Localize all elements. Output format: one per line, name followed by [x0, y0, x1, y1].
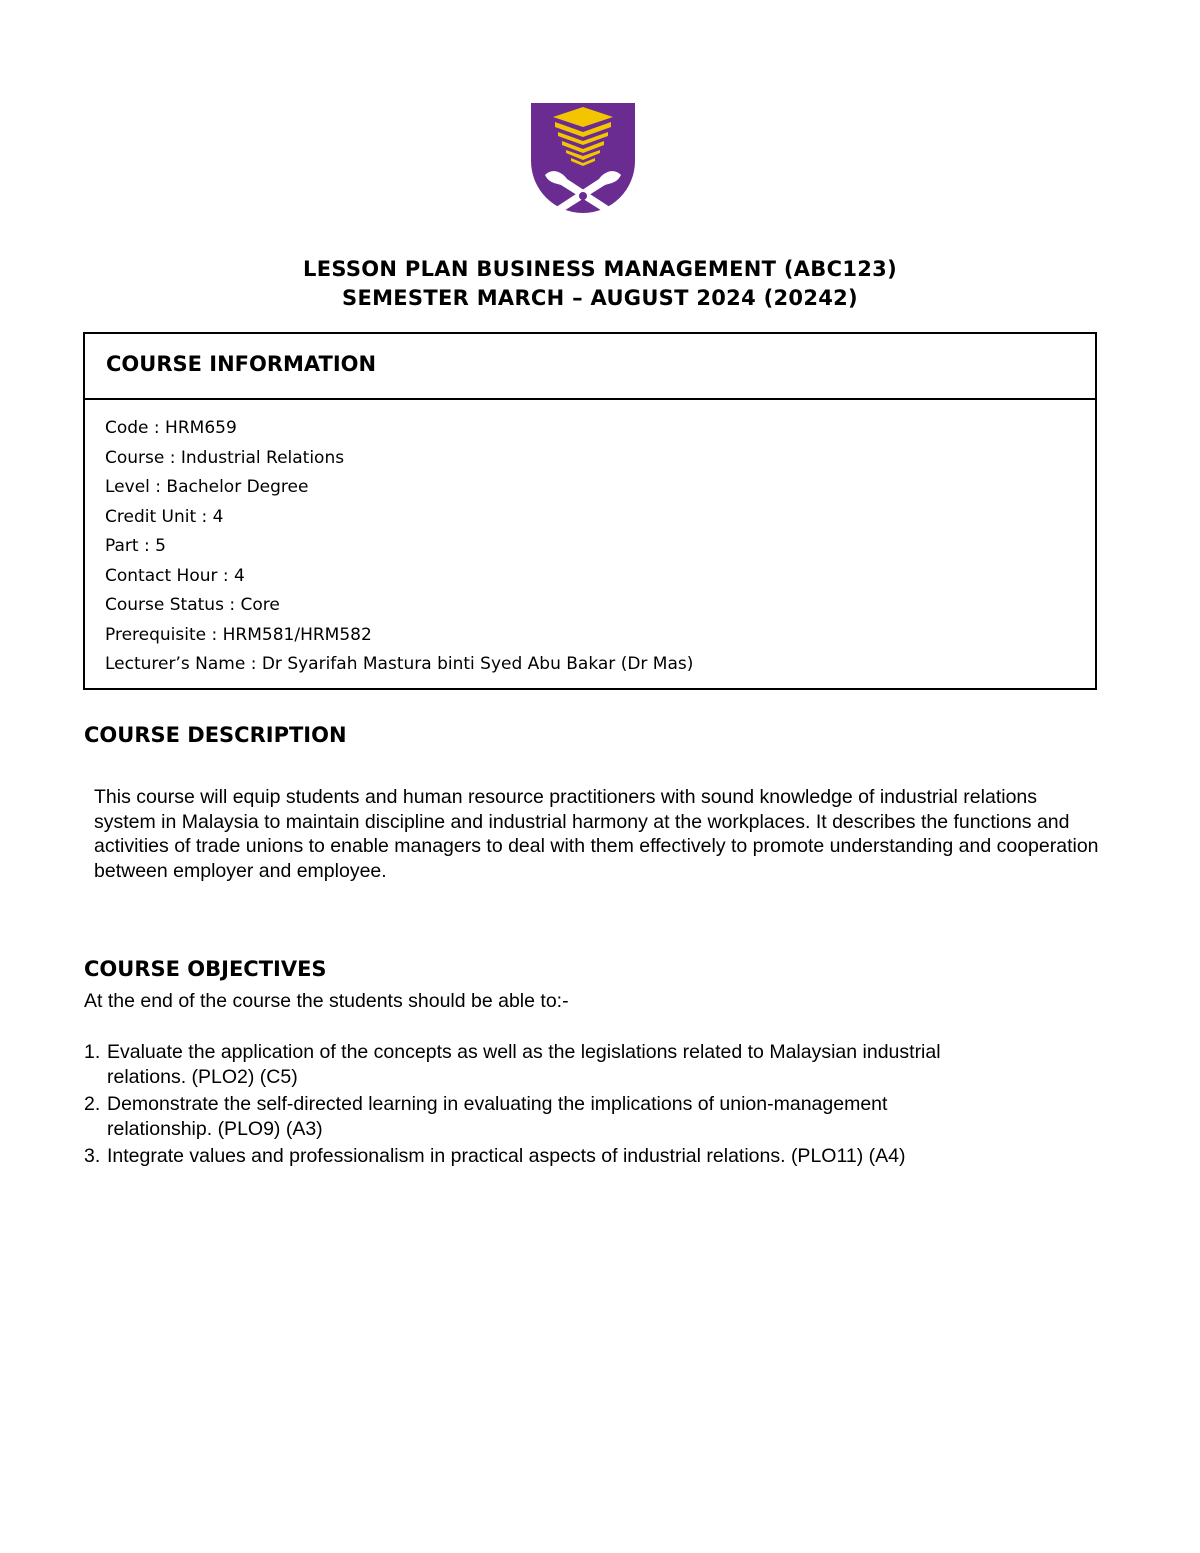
document-title: LESSON PLAN BUSINESS MANAGEMENT (ABC123) [303, 257, 897, 281]
info-level: Level : Bachelor Degree [105, 477, 309, 497]
info-part: Part : 5 [105, 536, 166, 556]
objective-number: 1. [84, 1041, 101, 1063]
course-information-heading: COURSE INFORMATION [106, 352, 377, 376]
objective-number: 3. [84, 1145, 101, 1167]
course-objectives-intro: At the end of the course the students should be able to:- [84, 990, 569, 1012]
semester-subtitle: SEMESTER MARCH – AUGUST 2024 (20242) [342, 286, 858, 310]
objective-text: Evaluate the application of the concepts as well as the legislations related to Malaysian industrial relations. (PLO2) (C5) [107, 1041, 941, 1088]
objective-text: Integrate values and professionalism in practical aspects of industrial relations. (PLO11) (A4) [107, 1145, 906, 1167]
info-course: Course : Industrial Relations [105, 447, 345, 468]
objective-item [84, 1144, 984, 1169]
info-credit-unit: Credit Unit : 4 [105, 506, 224, 527]
course-description-heading: COURSE DESCRIPTION [84, 723, 347, 747]
objective-number: 2. [84, 1093, 101, 1115]
course-objectives-list [84, 1040, 984, 1172]
university-logo [531, 103, 635, 231]
crest-icon [531, 103, 635, 231]
info-prerequisite: Prerequisite : HRM581/HRM582 [105, 624, 372, 645]
objective-text: Demonstrate the self-directed learning in evaluating the implications of union-management relationship. (PLO9) (A3) [107, 1093, 888, 1140]
course-information-list [105, 417, 693, 683]
objective-item [84, 1040, 984, 1089]
info-code: Code : HRM659 [105, 418, 237, 438]
info-lecturer: Lecturer’s Name : Dr Syarifah Mastura binti Syed Abu Bakar (Dr Mas) [105, 654, 694, 674]
course-information-header [85, 334, 1095, 400]
info-contact-hour: Contact Hour : 4 [105, 565, 245, 586]
objective-item [84, 1092, 984, 1141]
course-information-box [83, 332, 1097, 690]
course-description-text: This course will equip students and human resource practitioners with sound knowledge of industrial relations system in Malaysia to maintain discipline and industrial harmony at the workplaces. It describes the functions and activities of trade unions to enable managers to deal with them effectively to promote understanding and cooperation between employer and employee. [94, 786, 1099, 882]
course-objectives-heading: COURSE OBJECTIVES [84, 957, 327, 981]
info-course-status: Course Status : Core [105, 595, 280, 615]
